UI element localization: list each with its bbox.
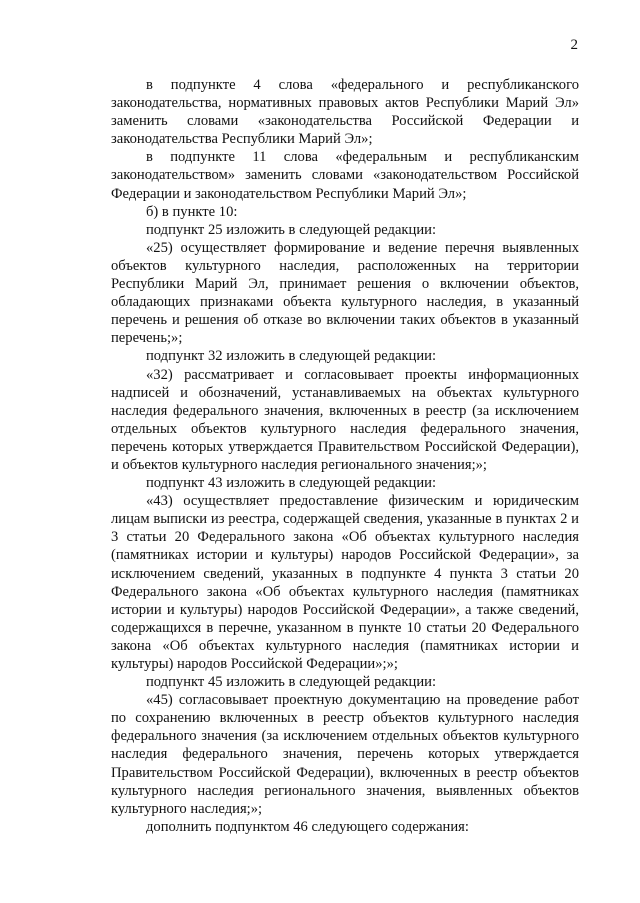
paragraph-subitem-45-intro: подпункт 45 изложить в следующей редакции: [146, 674, 437, 691]
paragraph-subitem-46-intro: дополнить подпунктом 46 следующего содержания: [146, 818, 469, 835]
paragraph-subitem-11-amendment: в подпункте 11 слова «федеральным и республиканским законодательством» заменить словами «законодательством Российской Федерации и законодательством Республики Марий Эл»; [111, 149, 579, 202]
paragraph-subitem-25-intro: подпункт 25 изложить в следующей редакции: [146, 221, 437, 238]
page-number: 2 [570, 37, 578, 53]
paragraph-subitem-25-text: «25) осуществляет формирование и ведение перечня выявленных объектов культурного наследия, расположенных на территории Республики Марий Эл, принимает решения о включении объектов, обладающих признаками объекта культурного наследия, в указанный перечень и решения об отказе во включении таких объектов в указанный перечень;»; [111, 239, 579, 347]
paragraph-subitem-4-amendment: в подпункте 4 слова «федерального и республиканского законодательства, нормативных правовых актов Республики Марий Эл» заменить словами «законодательства Российской Федерации и законодательства Республики Марий Эл»; [111, 77, 579, 148]
paragraph-subitem-43-intro: подпункт 43 изложить в следующей редакции: [146, 475, 437, 492]
paragraph-point-10-heading: б) в пункте 10: [146, 203, 238, 220]
paragraph-subitem-45-text: «45) согласовывает проектную документацию на проведение работ по сохранению включенных в реестр объектов культурного наследия федерального значения (за исключением отдельных объектов культурного наследия федерального значения, перечень которых утверждается Правительством Российской Федерации), включенных в реестр объектов культурного наследия регионального значения, выявленных объектов культурного наследия;»; [111, 692, 579, 817]
paragraph-subitem-32-intro: подпункт 32 изложить в следующей редакции: [146, 348, 437, 365]
document-body [111, 76, 579, 836]
paragraph-subitem-43-text: «43) осуществляет предоставление физическим и юридическим лицам выписки из реестра, содержащей сведения, указанные в пунктах 2 и 3 статьи 20 Федерального закона «Об объектах культурного наследия (памятниках истории и культуры) народов Российской Федерации», за исключением сведений, указанных в подпункте 4 пункта 3 статьи 20 Федерального закона «Об объектах культурного наследия (памятниках истории и культуры) народов Российской Федерации», а также сведений, содержащихся в перечне, указанном в пункте 10 статьи 20 Федерального закона «Об объектах культурного наследия (памятниках истории и культуры) народов Российской Федерации»;»; [111, 493, 579, 672]
paragraph-subitem-32-text: «32) рассматривает и согласовывает проекты информационных надписей и обозначений, устанавливаемых на объектах культурного наследия федерального значения, включенных в реестр (за исключением отдельных объектов культурного наследия федерального значения, перечень которых утверждается Правительством Российской Федерации), и объектов культурного наследия регионального значения;»; [111, 366, 579, 473]
